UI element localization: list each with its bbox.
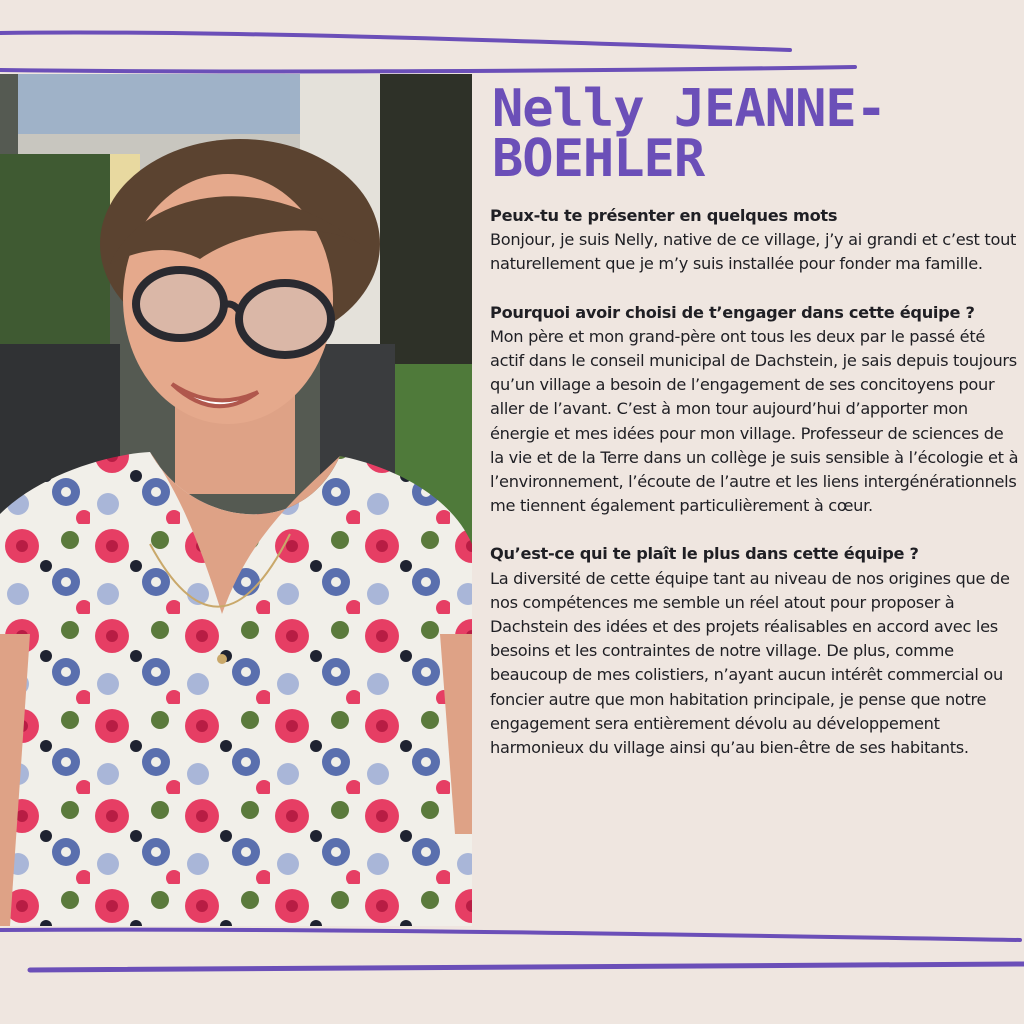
section-spacer bbox=[490, 277, 1020, 301]
portrait-photo bbox=[0, 74, 472, 926]
interview-content bbox=[490, 204, 1020, 760]
answer-3: La diversité de cette équipe tant au niveau de nos origines que de nos compétences me semble un réel atout pour proposer à Dachstein des idées et des projets réalisables en accord avec les besoins et les contraintes de notre village. De plus, comme beaucoup de mes colistiers, n’ayant aucun intérêt commercial ou foncier autre que mon habitation principale, je pense que notre engagement sera entièrement dévolu au développement harmonieux du village ainsi qu’au bien-être de ses habitants. bbox=[490, 568, 1010, 758]
answer-1: Bonjour, je suis Nelly, native de ce village, j’y ai grandi et c’est tout naturellement que je m’y suis installée pour fonder ma famille. bbox=[490, 230, 1017, 274]
question-2: Pourquoi avoir choisi de t’engager dans cette équipe ? bbox=[490, 302, 975, 322]
question-1: Peux-tu te présenter en quelques mots bbox=[490, 206, 838, 225]
section-spacer bbox=[490, 518, 1020, 542]
person-name-title: Nelly JEANNE-BOEHLER bbox=[492, 79, 886, 189]
question-3: Qu’est-ce qui te plaît le plus dans cette équipe ? bbox=[490, 544, 919, 564]
answer-2: Mon père et mon grand-père ont tous les deux par le passé été actif dans le conseil municipal de Dachstein, je sais depuis toujours qu’un village a besoin de l’engagement de ses concitoyens pour aller de l’avant. C’est à mon tour aujourd’hui d’apporter mon énergie et mes idées pour mon village. Professeur de sciences de la vie et de la Terre dans un collège je suis sensible à l’écologie et à l’environnement, l’écoute de l’autre et les liens intergénérationnels me tiennent également particulièrement à cœur. bbox=[490, 326, 1019, 516]
